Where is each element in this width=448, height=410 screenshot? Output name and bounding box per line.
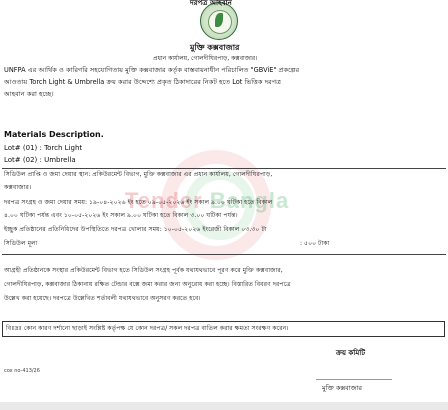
details-top-border [2, 168, 446, 169]
schedule-place-line-1: সিডিউল প্রাপ্তি ও জমা দেয়ার স্থান: প্রকিউরমেন্ট বিভাগ, মুক্তি কক্সবাজার এর প্রধান কার্যালয়, গোলদীঘিরপাড়, [4, 171, 273, 178]
mukti-logo-icon [200, 2, 238, 40]
notice-title: দরপত্র আহবান [190, 0, 232, 7]
footer-org-name: মুক্তি কক্সবাজার [322, 384, 362, 392]
org-address: প্রধান কার্যালয়, গোলদীঘিরপাড়, কক্সবাজার। [153, 55, 258, 62]
page-bottom-strip [0, 402, 448, 410]
signature-line [316, 379, 392, 380]
schedule-place-line-2: কক্সবাজার। [4, 184, 32, 191]
reference-code: cox no-413/26 [4, 368, 40, 374]
watermark-word-2: Bangla [209, 188, 290, 213]
conditions-line-2: গোলদীঘিরপাড়, কক্সবাজার ঠিকানায় রক্ষিত টেন্ডার বক্সে জমা করার জন্য অনুরোধ করা হচ্ছে। বিস্তারিত বিবরণ দরপত্রে [4, 281, 291, 288]
committee-title: ক্রয় কমিটি [336, 349, 366, 357]
schedule-price-label: সিডিউল মূল্য [4, 240, 38, 247]
disclaimer-box [2, 321, 445, 337]
schedule-price-value: : ৫০০ টাকা [300, 240, 330, 247]
opening-time: ইচ্ছুক প্রতিষ্ঠানের প্রতিনিধিদের উপস্থিতিতে দরপত্র খোলার সময়: ১০-০৫-২০২৬ ইংরেজী বিকাল ০৩.৩০ টা [4, 226, 267, 233]
submission-time-line-1: দরপত্র সংগ্রহ ও জমা দেয়ার সময়: ১৯-০৪-২০২৬ ইং হতে ০৯-০৫-২০২৬ ইং সকাল ৯.০০ ঘটিকা হতে বিকাল [4, 199, 273, 206]
org-name: মুক্তি কক্সবাজার [190, 43, 240, 52]
submission-time-line-2: ৪.০০ ঘটিকা পর্যন্ত এবং ১০-০৫-২০২৬ ইং সকাল ৯.০০ ঘটিকা হতে বিকাল ৩.০০ ঘটিকা পর্যন্ত। [4, 212, 238, 219]
intro-line-1: UNFPA এর আর্থিক ও কারিগরি সহযোগিতায় মুক্তি কক্সবাজার কর্তৃক বাস্তবায়নাধীন পরিচালিত "GBViE" প্রকল্পের [4, 66, 300, 74]
disclaimer-text: বিঃদ্রঃ কোন কারণ দর্শানো ছাড়াই সংশ্লিষ্ট কর্তৃপক্ষ যে কোন দরপত্র/ সকল দরপত্র বাতিল করার ক্ষমতা সংরক্ষণ করেন। [6, 325, 289, 332]
lot-2: Lot# (02) : Umbrella [4, 156, 76, 164]
conditions-line-3: উল্লেখ করা হয়েছে। দরপত্রে উল্লেখিত শর্তাবলী যথাযথভাবে অনুসরণ করতে হবে। [4, 295, 201, 302]
watermark-word-1: Tender [125, 188, 203, 213]
conditions-line-1: আগ্রহী প্রতিষ্ঠানকে সংস্থার প্রকিউরমেন্ট বিভাগ হতে সিডিউল সংগ্রহ পূর্বক যথাযথভাবে পূরণ করে মুক্তি কক্সবাজার, [4, 267, 283, 274]
intro-line-3: আহবান করা হচ্ছে। [4, 90, 54, 98]
details-bottom-border [2, 254, 446, 255]
intro-line-2: আওতায় Torch Light & Umbrella ক্রয় করার উদ্দেশ্যে প্রকৃত ঠিকাদারের নিকট হতে Lot ভিত্তিক দরপত্র [4, 78, 281, 86]
lot-1: Lot# (01) : Torch Light [4, 144, 83, 152]
materials-heading: Materials Description. [4, 130, 104, 139]
